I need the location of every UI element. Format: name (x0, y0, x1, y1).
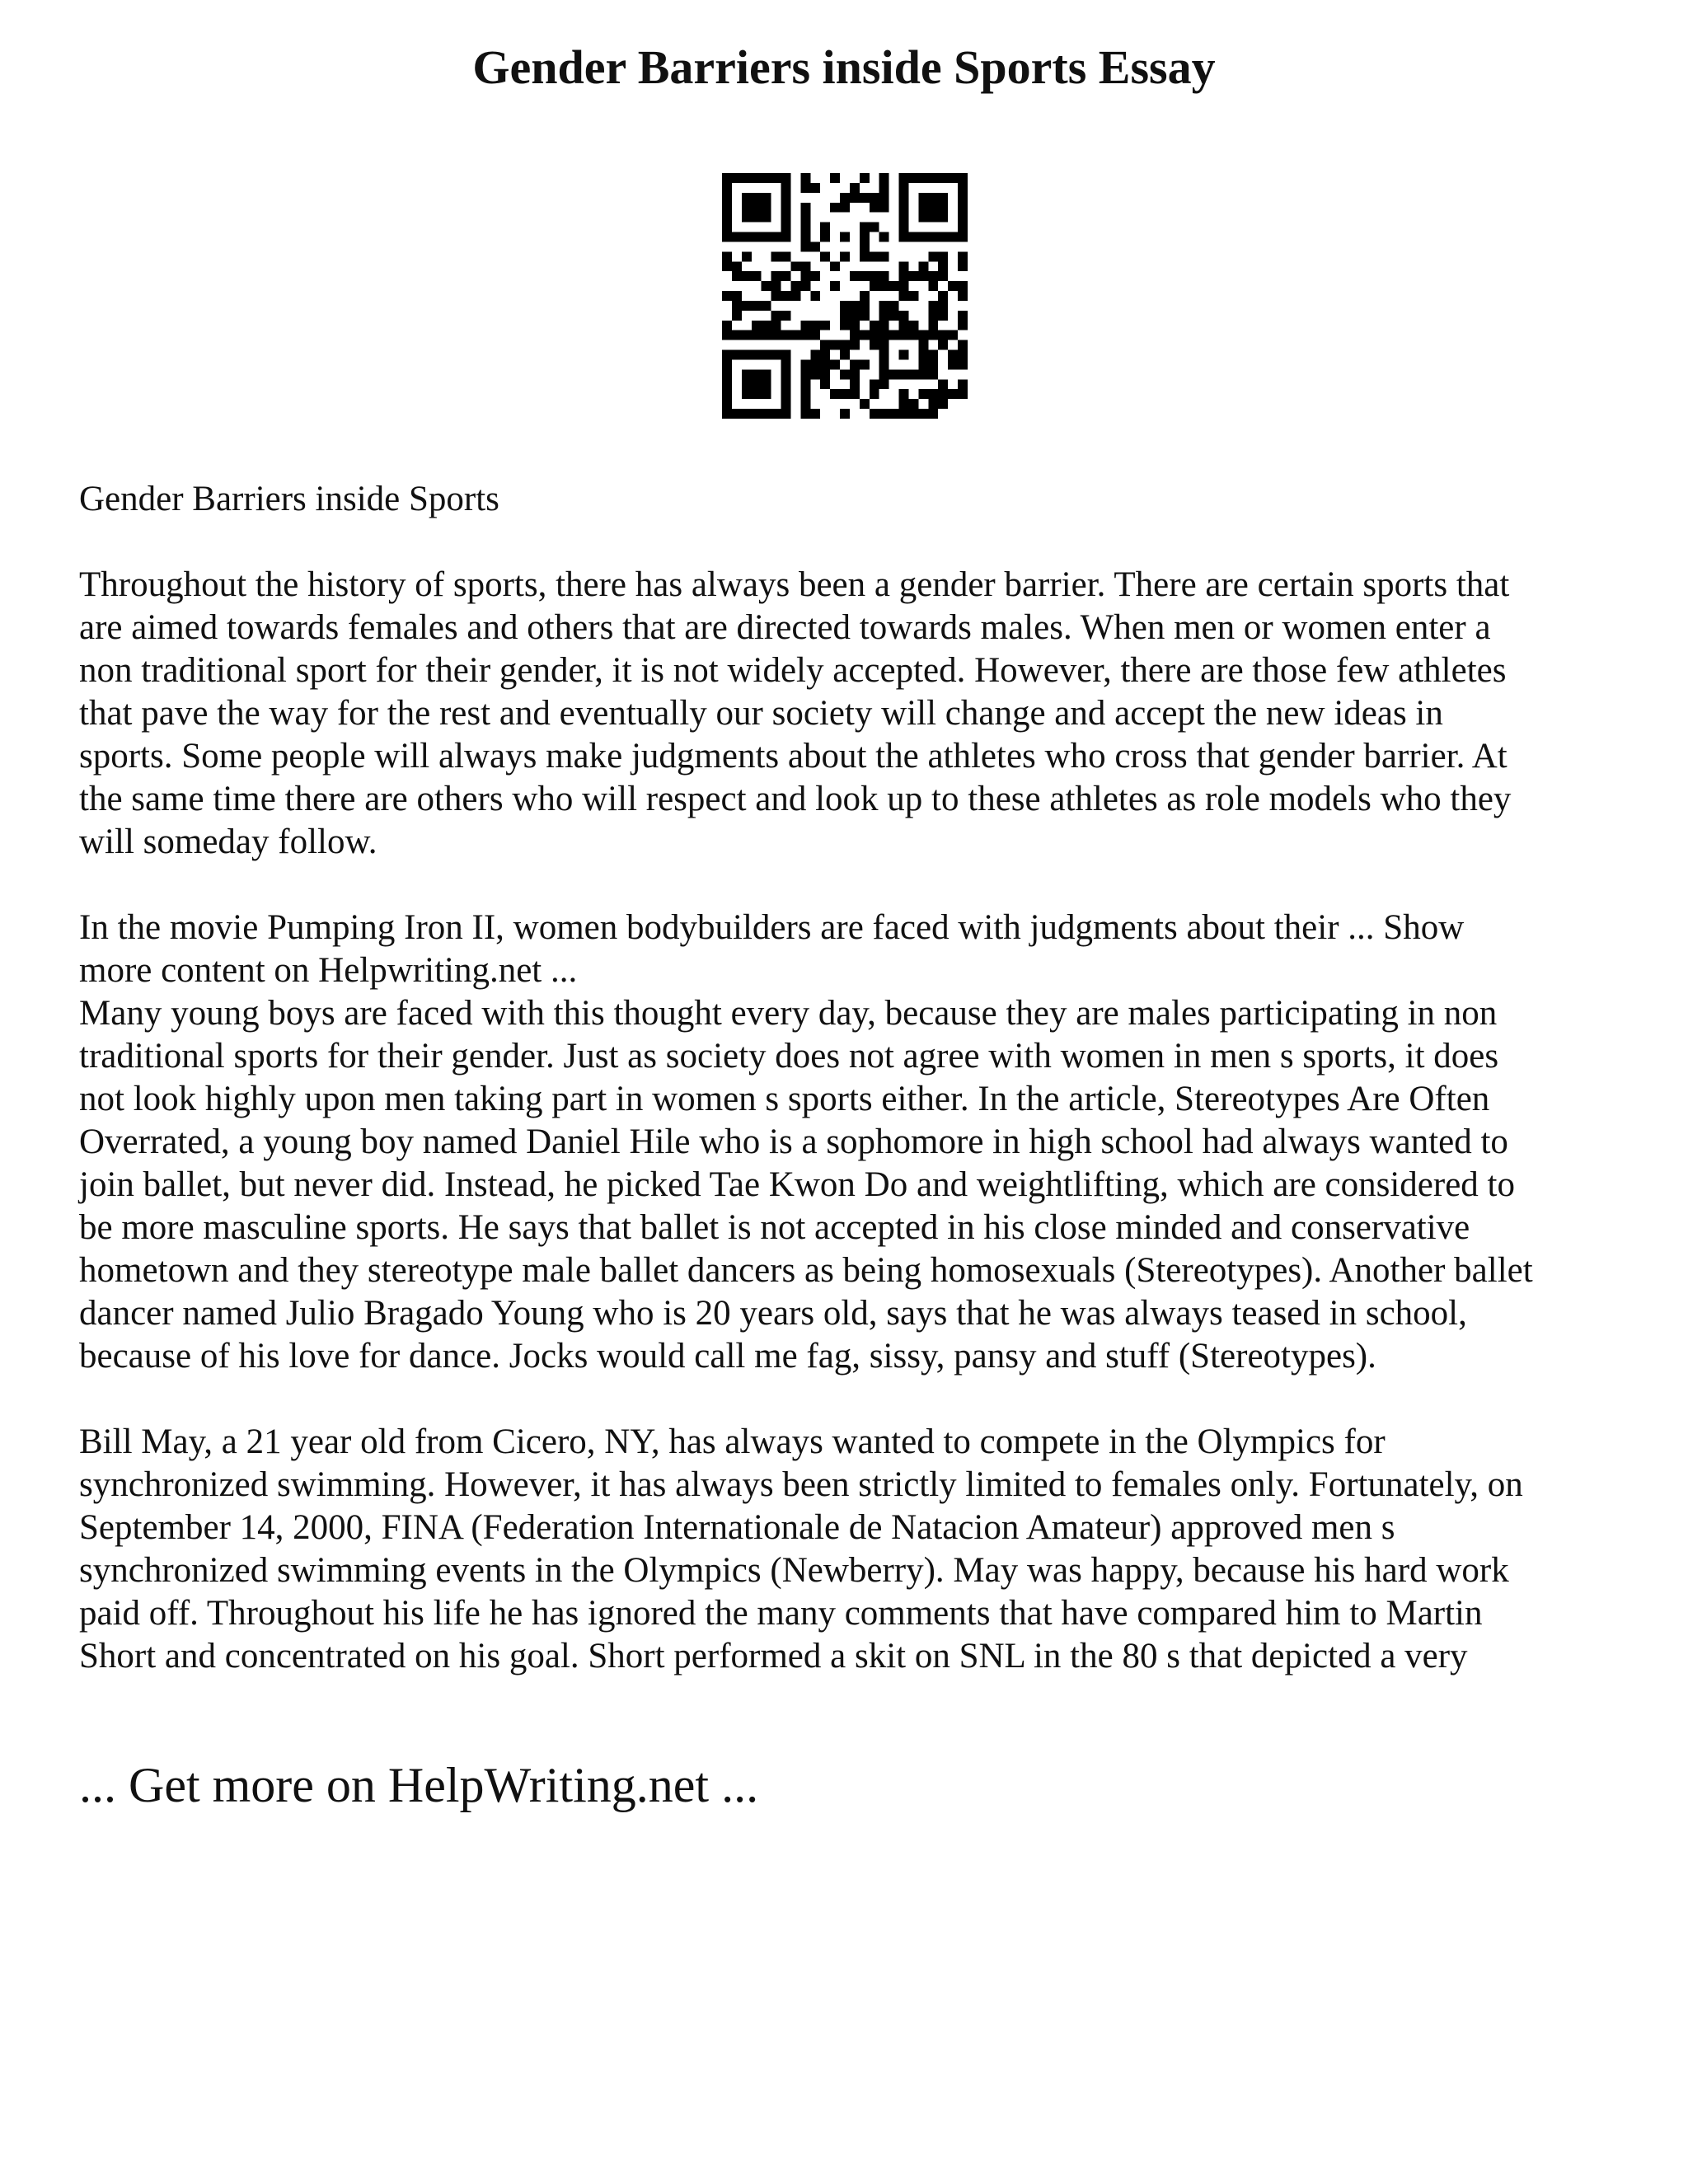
document-body (79, 478, 1629, 1678)
qr-code-icon (722, 173, 968, 419)
document-title: Gender Barriers inside Sports Essay (472, 40, 1216, 94)
paragraph-young-boys: Many young boys are faced with this thought every day, because they are males participating in non traditional sports for their gender. Just as society does not agree with women in men s sports, it does not look highly upon men taking part in women s sports either. In the article, Stereotypes Are Often Overrated, a young boy named Daniel Hile who is a sophomore in high school had always wanted to join ballet, but never did. Instead, he picked Tae Kwon Do and weightlifting, which are considered to be more masculine sports. He says that ballet is not accepted in his close minded and conservative hometown and they stereotype male ballet dancers as being homosexuals (Stereotypes). Another ballet dancer named Julio Bragado Young who is 20 years old, says that he was always teased in school, because of his love for dance. Jocks would call me fag, sissy, pansy and stuff (Stereotypes). (79, 994, 1533, 1376)
paragraph-pumping-iron: In the movie Pumping Iron II, women bodybuilders are faced with judgments about their ... Show more content on Helpwriting.net ... (79, 908, 1465, 990)
section-heading: Gender Barriers inside Sports (79, 480, 499, 518)
get-more-link[interactable]: ... Get more on HelpWriting.net ... (79, 1758, 759, 1812)
paragraph-bill-may: Bill May, a 21 year old from Cicero, NY, has always wanted to compete in the Olympics for synchronized swimming. However, it has always been strictly limited to females only. Fortunately, on September 14, 2000, FINA (Federation Internationale de Natacion Amateur) approved men s synchronized swimming events in the Olympics (Newberry). May was happy, because his hard work paid off. Throughout his life he has ignored the many comments that have compared him to Martin Short and concentrated on his goal. Short performed a skit on SNL in the 80 s that depicted a very (79, 1422, 1523, 1675)
paragraph-intro: Throughout the history of sports, there has always been a gender barrier. There are certain sports that are aimed towards females and others that are directed towards males. When men or women enter a non traditional sport for their gender, it is not widely accepted. However, there are those few athletes that pave the way for the rest and eventually our society will change and accept the new ideas in sports. Some people will always make judgments about the athletes who cross that gender barrier. At the same time there are others who will respect and look up to these athletes as role models who they will someday follow. (79, 565, 1512, 861)
